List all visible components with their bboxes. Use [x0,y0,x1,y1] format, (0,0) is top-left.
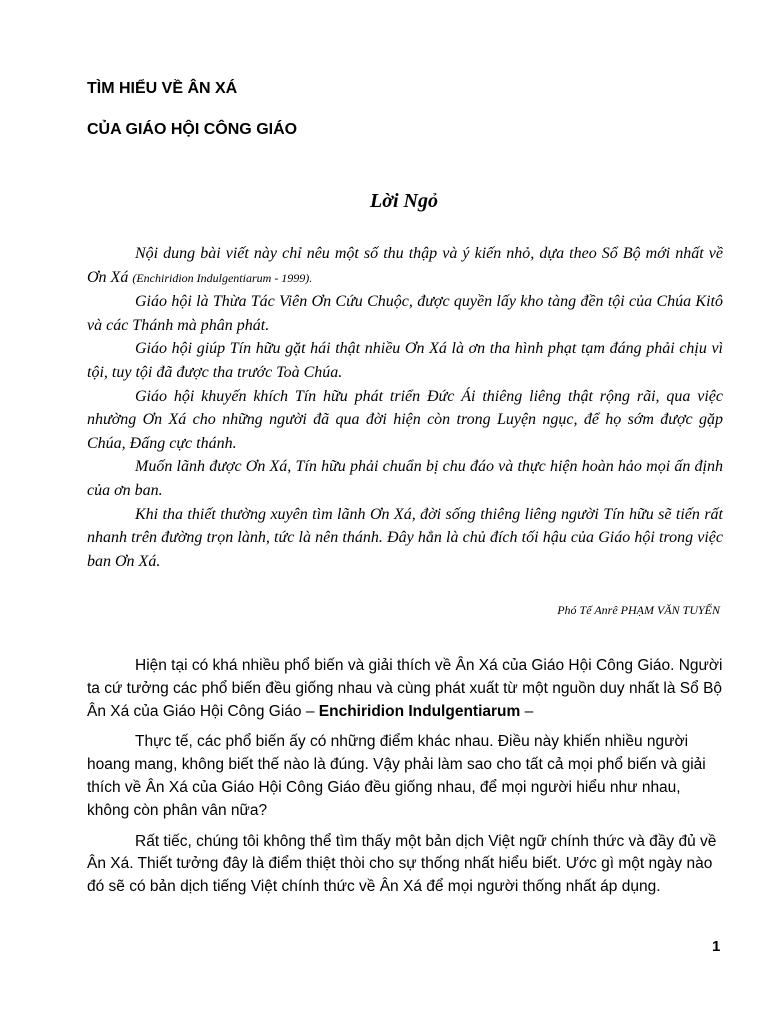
intro-paragraph-1 [87,242,723,290]
body-section [87,655,723,907]
document-title-line-2: CỦA GIÁO HỘI CÔNG GIÁO [87,121,298,138]
intro-paragraph-2: Giáo hội là Thừa Tác Viên Ơn Cứu Chuộc, được quyền lấy kho tàng đền tội của Chúa Kitô và các Thánh mà phân phát. [87,293,723,334]
intro-paragraph-3: Giáo hội giúp Tín hữu gặt hái thật nhiều Ơn Xá là ơn tha hình phạt tạm đáng phải chịu vì tội, tuy tội đã được tha trước Toà Chúa. [87,340,723,381]
body-paragraph-3: Rất tiếc, chúng tôi không thể tìm thấy một bản dịch Việt ngữ chính thức và đầy đủ về Ân Xá. Thiết tưởng đây là điểm thiệt thòi cho sự thống nhất hiểu biết. Ước gì một ngày nào đó sẽ có bản dịch tiếng Việt chính thức về Ân Xá để mọi người thống nhất áp dụng. [87,832,717,896]
intro-paragraph-5: Muốn lãnh được Ơn Xá, Tín hữu phải chuẩn bị chu đáo và thực hiện hoàn hảo mọi ấn định của ơn ban. [87,458,723,499]
body-paragraph-2: Thực tế, các phổ biến ấy có những điểm khác nhau. Điều này khiến nhiều người hoang mang, không biết thế nào là đúng. Vậy phải làm sao cho tất cả mọi phổ biến và giải thích về Ân Xá của Giáo Hội Công Giáo đều giống nhau, để mọi người hiểu như nhau, không còn phân vân nữa? [87,733,706,819]
intro-reference: (Enchiridion Indulgentiarum - 1999). [132,270,313,285]
intro-paragraph-1-text: Nội dung bài viết này chỉ nêu một số thu thập và ý kiến nhỏ, dựa theo Sổ Bộ mới nhất về Ơn Xá [87,245,723,286]
intro-title: Lời Ngỏ [370,190,438,212]
intro-paragraph-6: Khi tha thiết thường xuyên tìm lãnh Ơn Xá, đời sống thiêng liêng người Tín hữu sẽ tiến rất nhanh trên đường trọn lành, tức là nên thánh. Đây hẳn là chủ đích tối hậu của Giáo hội trong việc ban Ơn Xá. [87,505,723,570]
body-paragraph-1 [87,655,723,723]
author-signature: Phó Tế Anrê PHẠM VĂN TUYỂN [557,603,720,617]
body-paragraph-1-tail: – [524,702,534,720]
intro-section [87,242,723,573]
page-number: 1 [712,938,721,955]
book-title: Enchiridion Indulgentiarum [318,702,521,720]
body-paragraph-1-text: Hiện tại có khá nhiều phổ biến và giải thích về Ân Xá của Giáo Hội Công Giáo. Người ta cứ tưởng các phổ biến đều giống nhau và cùng phát xuất từ một nguồn duy nhất là Sổ Bộ Ân Xá của Giáo Hội Công Giáo – [87,657,723,720]
intro-paragraph-4: Giáo hội khuyến khích Tín hữu phát triển Đức Ái thiêng liêng thật rộng rãi, qua việc nhường Ơn Xá cho những người đã qua đời hiện còn trong Luyện ngục, để họ sớm được gặp Chúa, Đấng cực thánh. [87,387,723,452]
document-title-line-1: TÌM HIỂU VỀ ÂN XÁ [87,80,238,97]
